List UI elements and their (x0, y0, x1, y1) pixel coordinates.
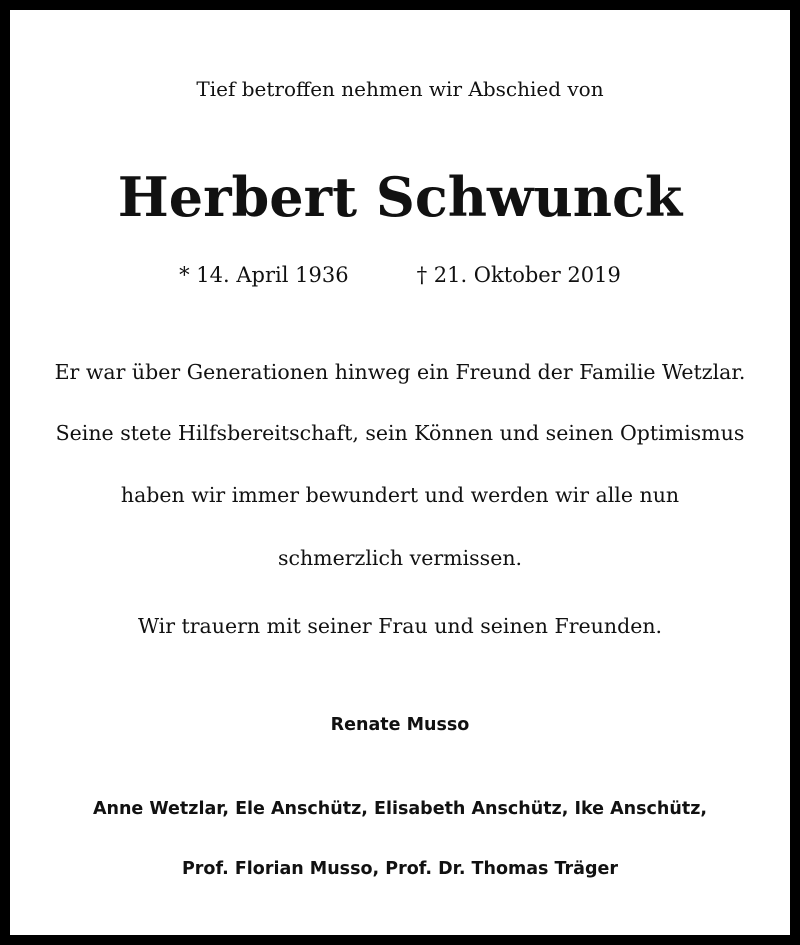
text-line: Seine stete Hilfsbereitschaft, sein Können und seinen Optimismus (55, 421, 745, 445)
birth-date: * 14. April 1936 (179, 263, 349, 287)
death-date: † 21. Oktober 2019 (416, 263, 621, 287)
text-line: haben wir immer bewundert und werden wir alle nun (120, 483, 680, 507)
text-line: Er war über Generationen hinweg ein Freund der Familie Wetzlar. (54, 360, 746, 384)
signature-line: Prof. Florian Musso, Prof. Dr. Thomas Träger (181, 859, 619, 879)
signature-line: Anne Wetzlar, Ele Anschütz, Elisabeth Anschütz, Ike Anschütz, (92, 799, 708, 819)
signature-main: Renate Musso (330, 715, 470, 735)
life-dates (10, 263, 790, 287)
intro-text: Tief betroffen nehmen wir Abschied von (196, 77, 604, 101)
text-line: Wir trauern mit seiner Frau und seinen Freunden. (137, 614, 663, 638)
text-line: schmerzlich vermissen. (277, 546, 523, 570)
deceased-name: Herbert Schwunck (117, 165, 683, 229)
